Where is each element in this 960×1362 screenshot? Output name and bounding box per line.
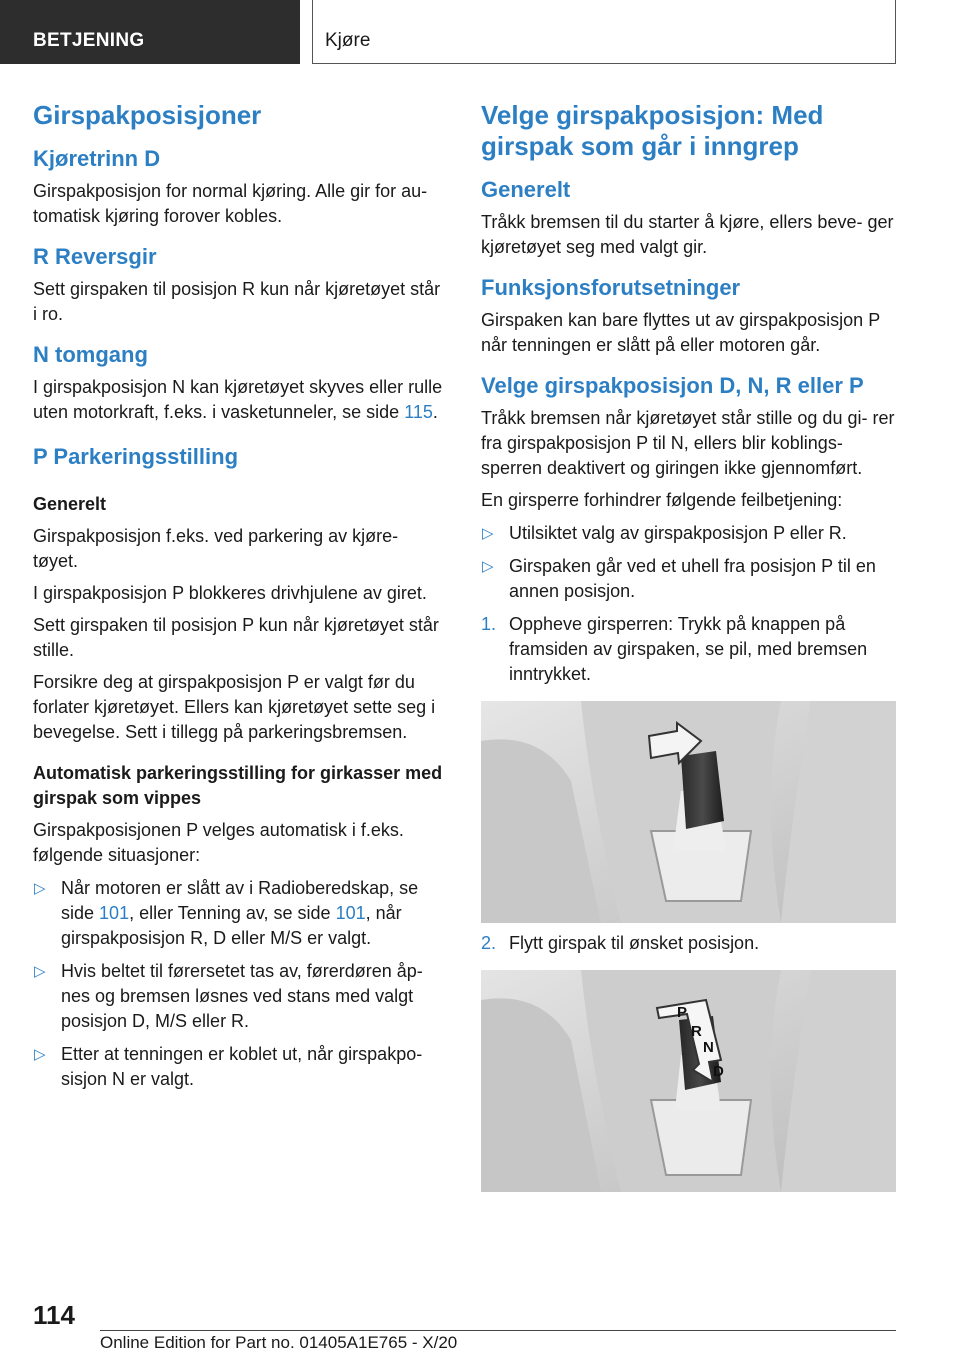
gear-label-n: N	[703, 1039, 714, 1056]
gear-lever-release-illustration	[481, 701, 896, 923]
triangle-bullet-icon: ▷	[482, 558, 494, 575]
heading-auto-park: Automatisk parkeringsstilling for girkasser med girspak som vippes	[33, 763, 443, 808]
footer-edition: Online Edition for Part no. 01405A1E765 - X/20	[100, 1333, 458, 1352]
text-park-3: Sett girspaken til posisjon P kun når kjøretøyet står stille.	[33, 615, 439, 660]
list-item: ▷ Når motoren er slått av i Radioberedskap, se side 101, eller Tenning av, se side 101, når girspakposisjon R, D eller M/S er valgt.	[34, 878, 419, 948]
heading-neutral-n: N tomgang	[33, 342, 148, 367]
heading-requirements: Funksjonsforutsetninger	[481, 275, 741, 300]
heading-reverse-r: R Reversgir	[33, 244, 157, 269]
heading-select-dnrp: Velge girspakposisjon D, N, R eller P	[481, 373, 864, 398]
text-reverse-r: Sett girspaken til posisjon R kun når kjøretøyet står i ro.	[33, 279, 441, 324]
text-park-4: Forsikre deg at girspakposisjon P er valgt før du forlater kjøretøyet. Ellers kan kjøretøyet sette seg i bevegelse. Sett i tillegg på parkeringsbremsen.	[33, 672, 436, 742]
list-item: ▷ Utilsiktet valg av girspakposisjon P eller R.	[481, 521, 896, 546]
text-park-1: Girspakposisjon f.eks. ved parkering av kjøre‐ tøyet.	[33, 526, 399, 571]
gear-label-p: P	[677, 1004, 688, 1021]
section-heading-gear-positions: Girspakposisjoner	[33, 100, 262, 130]
triangle-bullet-icon: ▷	[34, 1046, 46, 1063]
step-item: 2. Flytt girspak til ønsket posisjon.	[481, 931, 896, 956]
right-column	[481, 100, 896, 1198]
footer-divider	[100, 1330, 896, 1331]
text-gear-lock: En girsperre forhindrer følgende feilbetjening:	[481, 490, 843, 510]
text-auto-park: Girspakposisjonen P velges automatisk i f.eks. følgende situasjoner:	[33, 820, 404, 865]
heading-park-general: Generelt	[33, 494, 107, 514]
step-number: 2.	[481, 933, 497, 953]
auto-park-list	[33, 876, 448, 1092]
text-select-dnrp: Tråkk bremsen når kjøretøyet står stille og du gi‐ rer fra girspakposisjon P til N, ellers blir koblings‐ sperren deaktivert og giringen ikke gjennomført.	[481, 408, 895, 478]
heading-drive-d: Kjøretrinn D	[33, 146, 161, 171]
step-number: 1.	[481, 614, 497, 634]
heading-general: Generelt	[481, 177, 571, 202]
left-column	[33, 100, 448, 1092]
page-link-115[interactable]: 115	[404, 402, 433, 422]
triangle-bullet-icon: ▷	[34, 880, 46, 897]
section-heading-select-gear: Velge girspakposisjon: Med girspak som går i inngrep	[481, 100, 824, 161]
page-link-101[interactable]: 101	[335, 903, 366, 923]
gear-label-d: D	[713, 1063, 724, 1080]
step-item: 1. Oppheve girsperren: Trykk på knappen på framsiden av girspaken, se pil, med bremsen inntrykket.	[481, 614, 868, 684]
list-item: ▷ Etter at tenningen er koblet ut, når girspakpo‐ sisjon N er valgt.	[34, 1044, 423, 1089]
list-item: ▷ Girspaken går ved et uhell fra posisjon P til en annen posisjon.	[482, 556, 876, 601]
triangle-bullet-icon: ▷	[482, 525, 494, 542]
gear-label-r: R	[691, 1023, 702, 1040]
steps-list	[481, 931, 896, 956]
heading-park-p: P Parkeringsstilling	[33, 444, 239, 469]
section-tab	[0, 0, 300, 64]
gear-lock-list	[481, 521, 896, 604]
list-item: ▷ Hvis beltet til førersetet tas av, førerdøren åp‐ nes og bremsen løsnes ved stans med valgt posisjon D, M/S eller R.	[34, 961, 423, 1031]
steps-list	[481, 612, 896, 687]
gear-positions-illustration	[481, 970, 896, 1192]
text-drive-d: Girspakposisjon for normal kjøring. Alle gir for au‐ tomatisk kjøring forover kobles.	[33, 181, 428, 226]
triangle-bullet-icon: ▷	[34, 963, 46, 980]
text-requirements: Girspaken kan bare flyttes ut av girspakposisjon P når tenningen er slått på eller motoren går.	[481, 310, 880, 355]
page-link-101[interactable]: 101	[99, 903, 130, 923]
section-title: BETJENING	[33, 30, 145, 51]
text-neutral-n: I girspakposisjon N kan kjøretøyet skyves eller rulle uten motorkraft, f.eks. i vasketunneler, se side 115.	[33, 377, 443, 422]
page-number: 114	[33, 1300, 75, 1330]
chapter-tab	[312, 0, 896, 64]
text-general: Tråkk bremsen til du starter å kjøre, ellers beve‐ ger kjøretøyet seg med valgt gir.	[481, 212, 894, 257]
text-park-2: I girspakposisjon P blokkeres drivhjulene av giret.	[33, 583, 427, 603]
chapter-title: Kjøre	[325, 30, 371, 51]
